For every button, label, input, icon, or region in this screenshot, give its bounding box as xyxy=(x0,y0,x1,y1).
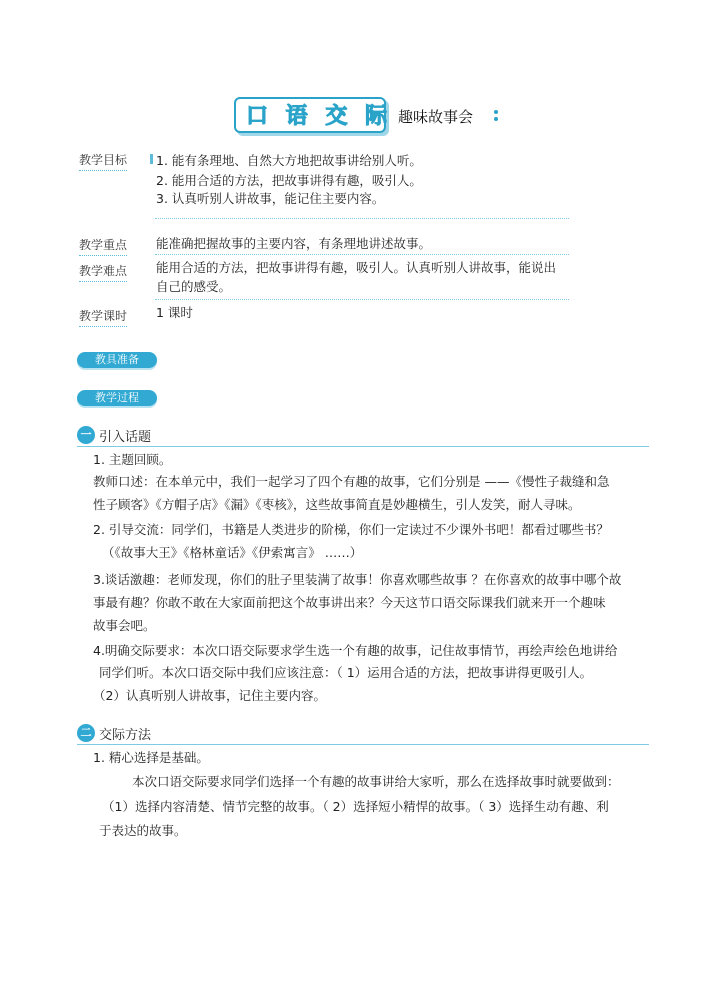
s1-line: 4.明确交际要求：本次口语交际要求学生选一个有趣的故事，记住故事情节，再绘声绘色地讲给 xyxy=(93,643,618,658)
section-number-2: 二 xyxy=(77,724,95,742)
s2-line: 1. 精心选择是基础。 xyxy=(93,750,209,765)
s2-line: 于表达的故事。 xyxy=(99,823,187,838)
difficulty-text-1: 能用合适的方法，把故事讲得有趣，吸引人。认真听别人讲故事，能说出 xyxy=(156,260,557,275)
s1-line: （2）认真听别人讲故事，记住主要内容。 xyxy=(93,688,326,703)
label-tab-marker xyxy=(150,154,153,164)
section-rule xyxy=(77,744,649,745)
s1-line: 3.谈话激趣：老师发现，你们的肚子里装满了故事！你喜欢哪些故事 ？在你喜欢的故事中哪个故 xyxy=(93,572,622,587)
difficulty-label: 教学难点 xyxy=(79,262,127,282)
section-rule xyxy=(77,446,649,447)
s1-line: 事最有趣？你敢不敢在大家面前把这个故事讲出来？今天这节口语交际课我们就来开一个趣味 xyxy=(93,595,606,610)
arrow-icon xyxy=(370,108,379,120)
goal-item-3: 3. 认真听别人讲故事，能记住主要内容。 xyxy=(156,191,385,206)
goals-label: 教学目标 xyxy=(79,151,127,171)
pill-prep: 教具准备 xyxy=(77,352,157,368)
s1-line: 同学们听。本次口语交际中我们应该注意：（ 1）运用合适的方法，把故事讲得更吸引人。 xyxy=(99,665,593,680)
divider xyxy=(155,299,569,300)
goal-item-1: 1. 能有条理地、自然大方地把故事讲给别人听。 xyxy=(156,153,422,168)
section-number-1: 一 xyxy=(77,426,95,444)
goal-item-2: 2. 能用合适的方法，把故事讲得有趣，吸引人。 xyxy=(156,173,422,188)
s1-line: 1. 主题回顾。 xyxy=(93,452,172,467)
section-title-2: 交际方法 xyxy=(99,728,152,743)
page-subtitle: 趣味故事会 xyxy=(398,108,474,126)
colon-dots-icon xyxy=(492,108,500,124)
focus-label: 教学重点 xyxy=(79,236,127,256)
divider xyxy=(155,254,569,255)
s2-line: 本次口语交际要求同学们选择一个有趣的故事讲给大家听，那么在选择故事时就要做到： xyxy=(132,774,620,789)
s2-line: （1）选择内容清楚、情节完整的故事。（ 2）选择短小精悍的故事。（ 3）选择生动有趣、利 xyxy=(102,799,609,814)
page-title: 口 语 交 际 xyxy=(246,104,392,129)
s1-line: 教师口述：在本单元中，我们一起学习了四个有趣的故事，它们分别是 ——《慢性子裁缝和急 xyxy=(93,474,610,489)
s1-line: 故事会吧。 xyxy=(93,618,156,633)
focus-text: 能准确把握故事的主要内容，有条理地讲述故事。 xyxy=(156,236,432,251)
s1-line: 性子顾客》《方帽子店》《漏》《枣核》，这些故事简直是妙趣横生，引人发笑，耐人寻味。 xyxy=(93,497,581,512)
s1-line: （《故事大王》《格林童话》《伊索寓言》 ……） xyxy=(102,545,363,560)
hours-label: 教学课时 xyxy=(79,307,127,327)
hours-text: 1 课时 xyxy=(156,305,193,320)
divider xyxy=(155,218,569,219)
pill-process: 教学过程 xyxy=(77,390,157,406)
s1-line: 2. 引导交流：同学们，书籍是人类进步的阶梯，你们一定读过不少课外书吧！都看过哪些书？ xyxy=(93,522,609,537)
difficulty-text-2: 自己的感受。 xyxy=(156,279,232,294)
section-title-1: 引入话题 xyxy=(99,430,152,445)
